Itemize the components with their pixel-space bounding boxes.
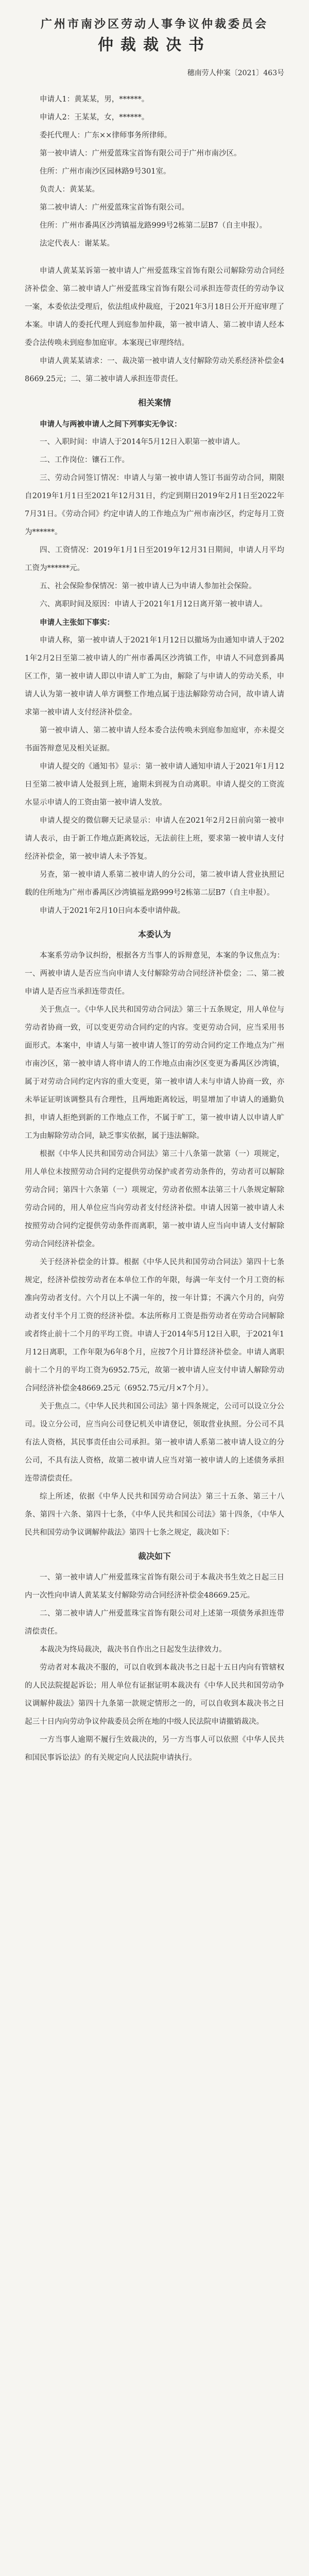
party-line: 负责人：黄某某。 <box>40 185 99 194</box>
dispute-subheading: 申请人主张如下事实： <box>40 618 114 627</box>
reasoning-paragraph: 本案系劳动争议纠纷，根据各方当事人的诉辩意见，本案的争议焦点为：一、两被申请人是否应当向申请人支付解除劳动合同经济补偿金；二、第二被申请人是否应当承担连带责任。 <box>25 952 284 996</box>
reasoning-paragraph: 关于经济补偿金的计算。根据《中华人民共和国劳动合同法》第四十七条规定，经济补偿按劳动者在本单位工作的年限，每满一年支付一个月工资的标准向劳动者支付。六个月以上不满一年的，按一年计算；不满六个月的，向劳动者支付半个月工资的经济补偿。本法所称月工资是指劳动者在劳动合同解除或者终止前十二个月的平均工资。申请人于2014年5月12日入职，于2021年1月12日离职，工作年限为6年8个月，应按7个月计算经济补偿金。申请人离职前十二个月的平均工资为6952.75元，故第一被申请人应支付申请人解除劳动合同经济补偿金48669.25元（6952.75元/月×7个月）。 <box>25 1258 284 1393</box>
section-heading-reasoning: 本委认为 <box>138 929 171 939</box>
party-line: 委托代理人：广东××律师事务所律师。 <box>40 131 172 140</box>
dispute-paragraph: 申请人提交的微信聊天记录显示：申请人在2021年2月2日前向第一被申请人表示，由于新工作地点距离较远，无法前往上班，要求第一被申请人支付经济补偿金，第一被申请人未予答复。 <box>25 817 284 861</box>
ruling-paragraph: 一方当事人逾期不履行生效裁决的，另一方当事人可以依照《中华人民共和国民事诉讼法》的有关规定向人民法院申请执行。 <box>25 1736 284 1762</box>
reasoning-paragraph: 根据《中华人民共和国劳动合同法》第三十八条第一款第（一）项规定，用人单位未按照劳动合同约定提供劳动保护或者劳动条件的，劳动者可以解除劳动合同；第四十六条第（一）项规定，劳动者依照本法第三十八条规定解除劳动合同的，用人单位应当向劳动者支付经济补偿。申请人因第一被申请人未按照劳动合同约定提供劳动条件而离职，第一被申请人应当向申请人支付解除劳动合同经济补偿金。 <box>25 1150 284 1248</box>
party-line: 第一被申请人：广州爱蓝珠宝首饰有限公司于广州市南沙区。 <box>40 149 242 158</box>
ruling-section <box>25 1569 284 1767</box>
party-line: 法定代表人：谢某某。 <box>40 240 114 248</box>
facts-subheading: 申请人与两被申请人之间下列事实无争议： <box>40 420 182 429</box>
dispute-paragraph: 申请人于2021年2月10日向本委申请仲裁。 <box>40 907 185 915</box>
intro-paragraph: 申请人黄某某请求：一、裁决第一被申请人支付解除劳动关系经济补偿金48669.25元；二、第二被申请人承担连带责任。 <box>25 357 284 383</box>
party-line: 住所：广州市番禺区沙湾镇福龙路999号2栋第二层B7（自主申报）。 <box>40 222 267 230</box>
party-line: 申请人1：黄某某，男，******。 <box>40 95 149 104</box>
dispute-paragraph: 申请人称，第一被申请人于2021年1月12日以撤场为由通知申请人于2021年2月2日至第二被申请人的广州市番禺区沙湾镇工作，申请人不同意到番禺区工作，第一被申请人即以申请人旷工为由，解除了与申请人的劳动关系，申请人认为第一被申请人单方调整工作地点属于违法解除劳动合同，故申请人请求第一被申请人支付经济补偿金。 <box>25 636 284 717</box>
org-title: 广州市南沙区劳动人事争议仲裁委员会 <box>40 18 268 31</box>
case-number: 穗南劳人仲案〔2021〕463号 <box>187 69 284 77</box>
intro-paragraph: 申请人黄某某诉第一被申请人广州爱蓝珠宝首饰有限公司解除劳动合同经济补偿金、第二被申请人广州爱蓝珠宝首饰有限公司承担连带责任的劳动争议一案，本委依法受理后，依法组成仲裁庭，于2021年3月18日公开开庭审理了本案。申请人的委托代理人到庭参加仲裁，第一被申请人、第二被申请人经本委合法传唤未到庭参加庭审。本案现已审理终结。 <box>25 267 284 347</box>
reasoning-paragraph: 综上所述，依据《中华人民共和国劳动合同法》第三十五条、第三十八条、第四十六条、第四十七条，《中华人民共和国公司法》第十四条，《中华人民共和国劳动争议调解仲裁法》第四十七条之规定，裁决如下： <box>25 1493 284 1537</box>
dispute-paragraph: 申请人提交的《通知书》显示：第一被申请人通知申请人于2021年1月12日至第二被申请人处报到上班，逾期未到视为自动离职。申请人提交的工资流水显示申请人的工资由第一被申请人发放。 <box>25 762 284 807</box>
dispute-section <box>25 632 284 920</box>
section-heading-ruling: 裁决如下 <box>138 1551 171 1561</box>
party-line: 申请人2：王某某，女，******。 <box>40 113 149 122</box>
section-heading-facts: 相关案情 <box>138 398 171 408</box>
ruling-paragraph: 劳动者对本裁决不服的，可以自收到本裁决书之日起十五日内向有管辖权的人民法院提起诉讼；用人单位有证据证明本裁决有《中华人民共和国劳动争议调解仲裁法》第四十九条第一款规定情形之一的，可以自收到本裁决书之日起三十日内向劳动争议仲裁委员会所在地的中级人民法院申请撤销裁决。 <box>25 1664 284 1726</box>
dispute-paragraph: 第一被申请人、第二被申请人经本委合法传唤未到庭参加庭审，亦未提交书面答辩意见及相关证据。 <box>25 726 284 753</box>
fact-paragraph: 二、工作岗位：镶石工作。 <box>40 456 129 464</box>
ruling-paragraph: 一、第一被申请人广州爱蓝珠宝首饰有限公司于本裁决书生效之日起三日内一次性向申请人黄某某支付解除劳动合同经济补偿金48669.25元。 <box>25 1573 284 1600</box>
ruling-paragraph: 本裁决为终局裁决，裁决书自作出之日起发生法律效力。 <box>40 1646 227 1654</box>
ruling-paragraph: 二、第二被申请人广州爱蓝珠宝首饰有限公司对上述第一项债务承担连带清偿责任。 <box>25 1609 284 1636</box>
fact-paragraph: 三、劳动合同签订情况：申请人与第一被申请人签订书面劳动合同，期限自2019年1月1日至2021年12月31日，约定到期日2019年2月1日至2022年7月31日。《劳动合同》约定申请人的工作地点为广州市南沙区，约定每月工资为******。 <box>25 474 284 536</box>
reasoning-paragraph: 关于焦点一。《中华人民共和国劳动合同法》第三十五条规定，用人单位与劳动者协商一致，可以变更劳动合同约定的内容。变更劳动合同，应当采用书面形式。本案中，申请人与第一被申请人签订的劳动合同约定工作地点为广州市南沙区，第一被申请人将申请人的工作地点由南沙区变更为番禺区沙湾镇，属于对劳动合同约定内容的重大变更，第一被申请人未与申请人协商一致，亦未举证证明该调整具有合理性，且两地距离较远，明显增加了申请人的通勤负担，申请人拒绝到新的工作地点工作，不属于旷工，第一被申请人以申请人旷工为由解除劳动合同，缺乏事实依据，属于违法解除。 <box>25 1006 284 1140</box>
fact-paragraph: 六、离职时间及原因：申请人于2021年1月12日离开第一被申请人。 <box>40 600 267 608</box>
party-line: 第二被申请人：广州爱蓝珠宝首饰有限公司。 <box>40 204 189 212</box>
facts-section <box>25 433 284 614</box>
parties-section <box>25 91 284 253</box>
intro-section <box>25 262 284 388</box>
document-body <box>25 91 284 1767</box>
fact-paragraph: 一、入职时间：申请人于2014年5月12日入职第一被申请人。 <box>40 438 245 446</box>
fact-paragraph: 五、社会保险参保情况：第一被申请人已为申请人参加社会保险。 <box>40 582 256 590</box>
doc-title: 仲裁裁决书 <box>98 36 211 54</box>
fact-paragraph: 四、工资情况：2019年1月1日至2019年12月31日期间，申请人月平均工资为******元。 <box>25 546 284 572</box>
reasoning-section <box>25 947 284 1542</box>
reasoning-paragraph: 关于焦点二。《中华人民共和国公司法》第十四条规定，公司可以设立分公司。设立分公司，应当向公司登记机关申请登记，领取营业执照。分公司不具有法人资格，其民事责任由公司承担。第一被申请人系第二被申请人设立的分公司，不具有法人资格，故第二被申请人应当对第一被申请人的上述债务承担连带清偿责任。 <box>25 1402 284 1483</box>
party-line: 住所：广州市南沙区园林路9号301室。 <box>40 167 171 176</box>
dispute-paragraph: 另查，第一被申请人系第二被申请人的分公司，第二被申请人营业执照记载的住所地为广州市番禺区沙湾镇福龙路999号2栋第二层B7（自主申报）。 <box>25 871 284 897</box>
